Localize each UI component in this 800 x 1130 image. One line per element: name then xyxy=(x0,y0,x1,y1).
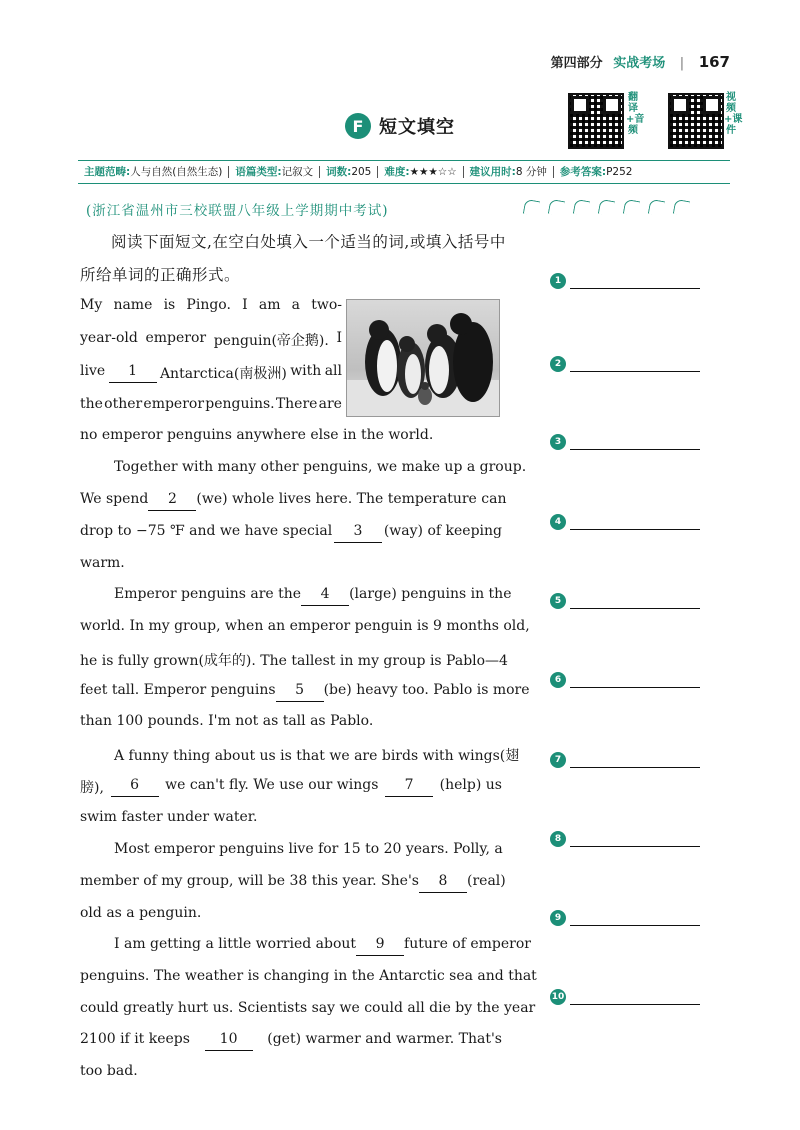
passage-line-6: Together with many other penguins, we make up a group. xyxy=(114,459,527,475)
blank-6[interactable]: 6 xyxy=(111,777,159,797)
penguin-illustration xyxy=(347,300,499,416)
passage-line-3: live 1 Antarctica(南极洲) with all xyxy=(80,363,342,382)
passage-line-7: We spend 2 (we) whole lives here. The temperature can xyxy=(80,491,502,511)
info-bar xyxy=(78,160,730,184)
answer-line-4[interactable] xyxy=(550,512,700,530)
passage-line-10: Emperor penguins are the 4 (large) penguins in the xyxy=(114,586,502,606)
decorative-arcs xyxy=(524,200,689,215)
passage-line-8: drop to −75 ℉ and we have special 3 (way) of keeping xyxy=(80,523,502,543)
section-title xyxy=(345,113,455,139)
exam-source: (浙江省温州市三校联盟八年级上学期期中考试) xyxy=(86,203,389,219)
section-badge: F xyxy=(345,113,371,139)
arc-icon xyxy=(523,199,540,216)
passage-line-9: warm. xyxy=(80,555,125,571)
blank-3[interactable]: 3 xyxy=(334,523,382,543)
penguin-photo xyxy=(346,299,500,417)
info-difficulty: 难度:★★★☆☆ xyxy=(378,166,463,178)
arc-icon xyxy=(548,199,565,216)
info-topic: 主题范畴:人与自然(自然生态) xyxy=(78,166,229,178)
passage-line-2: year-old emperor penguin(帝企鹅). I xyxy=(80,330,342,349)
answer-number: 7 xyxy=(550,752,566,768)
blank-4[interactable]: 4 xyxy=(301,586,349,606)
answer-line-7[interactable] xyxy=(550,750,700,768)
passage-line-15: A funny thing about us is that we are birds with wings(翅 xyxy=(114,748,520,764)
blank-10[interactable]: 10 xyxy=(205,1031,253,1051)
section-title-text: 短文填空 xyxy=(379,117,455,138)
answer-line-8[interactable] xyxy=(550,829,700,847)
page-number: 167 xyxy=(698,53,730,71)
answer-number: 5 xyxy=(550,593,566,609)
info-genre: 语篇类型:记叙文 xyxy=(229,166,320,178)
answer-line-9[interactable] xyxy=(550,908,700,926)
answer-line-3[interactable] xyxy=(550,432,700,450)
instructions: 阅读下面短文,在空白处填入一个适当的词,或填入括号中所给单词的正确形式。 xyxy=(80,233,506,284)
passage-line-23: could greatly hurt us. Scientists say we could all die by the year xyxy=(80,1000,536,1016)
answer-line-6[interactable] xyxy=(550,670,700,688)
arc-icon xyxy=(623,199,640,216)
passage-line-22: penguins. The weather is changing in the Antarctic sea and that xyxy=(80,968,537,984)
passage-line-1: My name is Pingo. I am a two- xyxy=(80,297,342,313)
passage-line-11: world. In my group, when an emperor penguin is 9 months old, xyxy=(80,618,530,634)
answer-number: 10 xyxy=(550,989,566,1005)
answer-line-1[interactable] xyxy=(550,271,700,289)
passage-line-17: swim faster under water. xyxy=(80,809,258,825)
blank-9[interactable]: 9 xyxy=(356,936,404,956)
blank-5[interactable]: 5 xyxy=(276,682,324,702)
qr-code-icon[interactable] xyxy=(568,93,624,149)
answer-number: 2 xyxy=(550,356,566,372)
section-label: 实战考场 xyxy=(613,56,666,71)
passage-line-24: 2100 if it keeps 10 (get) warmer and warmer. That's xyxy=(80,1031,502,1051)
arc-icon xyxy=(573,199,590,216)
qr-label-translation: 翻译+音频 xyxy=(626,92,645,136)
blank-8[interactable]: 8 xyxy=(419,873,467,893)
info-answer-page: 参考答案:P252 xyxy=(559,166,633,178)
info-word-count: 词数:205 xyxy=(320,166,378,178)
passage-line-19: member of my group, will be 38 this year. She's 8 (real) xyxy=(80,873,502,893)
passage-line-20: old as a penguin. xyxy=(80,905,202,921)
passage-line-21: I am getting a little worried about 9 future of emperor xyxy=(114,936,502,956)
qr-label-video: 视频+课件 xyxy=(724,92,743,136)
blank-7[interactable]: 7 xyxy=(385,777,433,797)
qr-code-icon[interactable] xyxy=(668,93,724,149)
passage-line-14: than 100 pounds. I'm not as tall as Pablo. xyxy=(80,713,374,729)
answer-number: 4 xyxy=(550,514,566,530)
answer-number: 9 xyxy=(550,910,566,926)
passage-line-5: no emperor penguins anywhere else in the world. xyxy=(80,427,434,443)
passage-line-25: too bad. xyxy=(80,1063,138,1079)
blank-2[interactable]: 2 xyxy=(148,491,196,511)
blank-1[interactable]: 1 xyxy=(109,363,157,383)
answer-line-10[interactable] xyxy=(550,987,700,1005)
header-separator: | xyxy=(679,56,685,71)
passage-line-16: 膀), 6 we can't fly. We use our wings 7 (help) us xyxy=(80,777,502,796)
running-head xyxy=(551,52,730,71)
answer-number: 3 xyxy=(550,434,566,450)
passage-line-12: he is fully grown(成年的). The tallest in my group is Pablo—4 xyxy=(80,653,508,669)
passage-line-18: Most emperor penguins live for 15 to 20 years. Polly, a xyxy=(114,841,503,857)
part-label: 第四部分 xyxy=(550,56,603,71)
answer-number: 8 xyxy=(550,831,566,847)
arc-icon xyxy=(648,199,665,216)
answer-number: 1 xyxy=(550,273,566,289)
passage-line-4: the other emperor penguins. There are xyxy=(80,396,342,412)
answer-number: 6 xyxy=(550,672,566,688)
answer-line-5[interactable] xyxy=(550,591,700,609)
passage-line-13: feet tall. Emperor penguins 5 (be) heavy too. Pablo is more xyxy=(80,682,502,702)
answer-line-2[interactable] xyxy=(550,354,700,372)
arc-icon xyxy=(673,199,690,216)
arc-icon xyxy=(598,199,615,216)
info-time: 建议用时:8 分钟 xyxy=(464,166,554,178)
